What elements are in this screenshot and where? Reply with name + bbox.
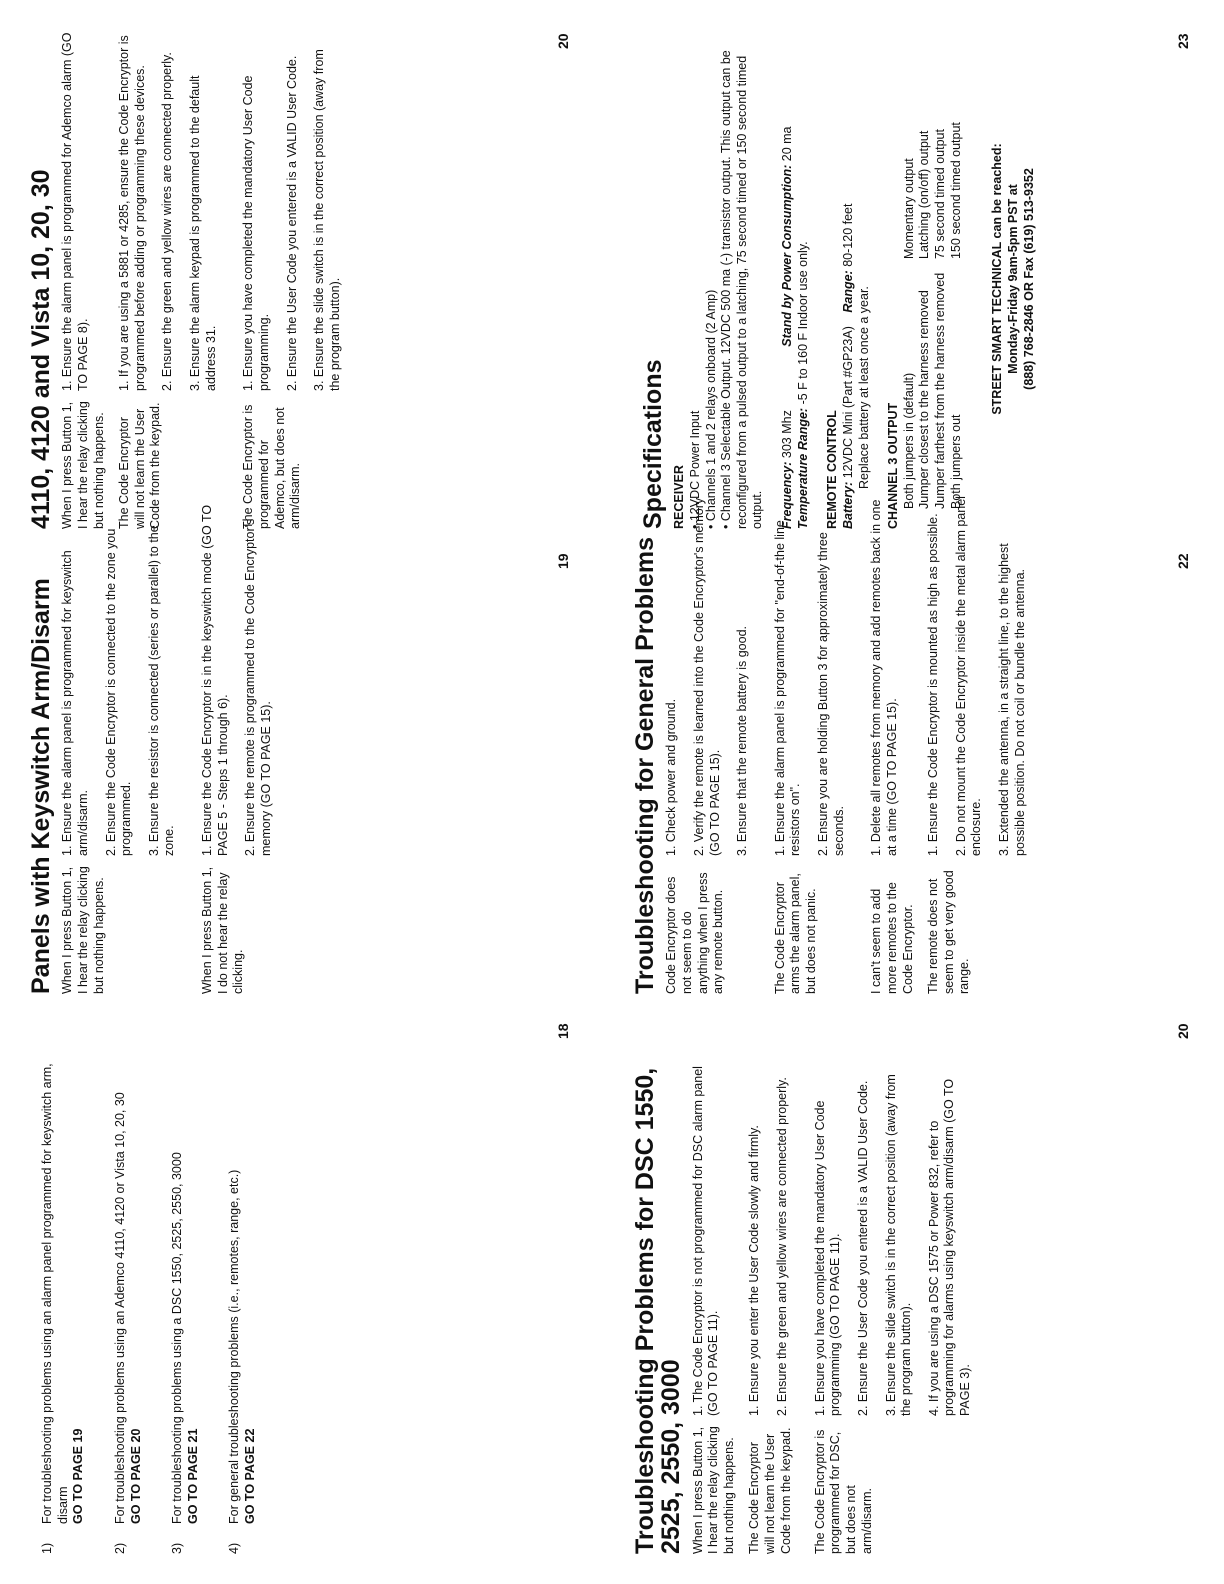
intro-item-number: 1) — [40, 1542, 54, 1554]
solution-step: 2. Ensure the Code Encryptor is connected to the zone you programmed. — [103, 528, 134, 856]
solution-step: 1. Ensure the alarm panel is programmed for Ademco alarm (GO TO PAGE 8). — [60, 32, 90, 391]
temperature-line — [796, 29, 812, 529]
standby-value: 20 ma — [780, 126, 794, 162]
channel-3-table — [902, 29, 965, 529]
solution-steps — [117, 29, 231, 391]
solution-steps — [773, 494, 860, 856]
solution-step: 3. Ensure the slide switch is in the correct position (away from the program button). — [312, 49, 342, 391]
range-label: Range: — [840, 270, 855, 313]
technical-contact-line: STREET SMART TECHNICAL can be reached: — [990, 143, 1005, 415]
intro-item-goto: GO TO PAGE 20 — [128, 1428, 143, 1524]
solution-step: 1. Ensure the alarm panel is programmed for "end-of-the line resistors on". — [772, 520, 803, 856]
solution-steps — [241, 29, 355, 391]
intro-item-body — [170, 1152, 201, 1524]
receiver-heading: RECEIVER — [672, 465, 687, 529]
intro-list-item — [113, 1054, 144, 1554]
intro-list-item — [227, 1054, 258, 1554]
intro-item-number: 3) — [170, 1542, 185, 1554]
intro-item-number: 4) — [227, 1542, 242, 1554]
page-23-panel — [640, 29, 1037, 529]
troubleshooting-row — [60, 29, 107, 529]
solution-step: 3. Extended the antenna, in a straight line, to the highest possible position. Do not coil or bundle the antenna. — [997, 543, 1027, 856]
page-18-list — [40, 1054, 259, 1554]
troubleshooting-row — [60, 494, 190, 994]
intro-list-item — [40, 1054, 87, 1554]
troubleshooting-row — [664, 494, 763, 994]
page-number-19: 19 — [555, 553, 571, 569]
solution-step: 3. Ensure the alarm keypad is programmed to the default address 31. — [188, 75, 218, 391]
problem-text: The Code Encryptor arms the alarm panel, but does not panic. — [772, 873, 818, 994]
intro-item-text: For troubleshooting problems using a DSC 1550, 2525, 2550, 3000 — [170, 1152, 185, 1524]
problem-text: I can't seem to add more remotes to the Code Encryptor. — [869, 882, 915, 994]
solution-step: 2. Verify the remote is learned into the Code Encryptor's memory (GO TO PAGE 15). — [691, 497, 722, 856]
remote-control-heading: REMOTE CONTROL — [825, 410, 840, 529]
troubleshooting-row — [691, 1054, 738, 1554]
solution-step: 2. Do not mount the Code Encryptor inside the metal alarm panel enclosure. — [953, 496, 984, 856]
solution-step: 2. Ensure you are holding Button 3 for approximately three seconds. — [816, 532, 846, 856]
solution-step: 2. Ensure the remote is programmed to the Code Encryptor's memory (GO TO PAGE 15). — [243, 518, 273, 856]
intro-item-text: For general troubleshooting problems (i.e., remotes, range, etc.) — [227, 1169, 242, 1524]
solution-step: 1. Ensure you have completed the mandatory User Code programming (GO TO PAGE 11). — [812, 1100, 843, 1416]
solution-step: 1. Check power and ground. — [664, 698, 679, 856]
page-21-title: Troubleshooting Problems for DSC 1550, 2525, 2550, 3000 — [631, 1067, 686, 1554]
frequency-value: 303 Mhz — [780, 410, 794, 459]
troubleshooting-row — [117, 29, 231, 529]
technical-contact-line: Monday-Friday 9am-5pm PST at — [1005, 184, 1020, 374]
frequency-label: Frequency: — [780, 461, 794, 529]
receiver-spec-line: • Channels 1 and 2 relays onboard (2 Amp) — [703, 289, 718, 529]
solution-step: 2. Ensure the User Code you entered is a VALID User Code. — [855, 1080, 870, 1416]
solution-steps — [60, 29, 107, 391]
solution-step: 4. If you are using a DSC 1575 or Power 832, refer to programming for alarms using keyswitch arm/disarm (GO TO PAGE 3). — [926, 1078, 972, 1416]
intro-list-item — [170, 1054, 201, 1554]
intro-item-body — [227, 1170, 258, 1524]
temperature-label: Temperature Range: — [795, 407, 810, 529]
page-19-table — [60, 494, 286, 994]
battery-note: Replace battery at least once a year. — [856, 286, 871, 489]
solution-step: 1. Ensure you have completed the mandatory User Code programming. — [241, 75, 271, 391]
intro-item-body — [113, 1092, 144, 1524]
solution-step: 1. The Code Encryptor is not programmed for DSC alarm panel (GO TO PAGE 11). — [690, 1066, 721, 1416]
troubleshooting-row — [241, 29, 355, 529]
channel-3-output: Latching (on/off) output — [917, 130, 932, 259]
problem-text: The Code Encryptor is programmed for DSC, but does not arm/disarm. — [812, 1429, 874, 1554]
receiver-list — [688, 29, 766, 529]
technical-contact-line: (888) 768-2846 OR Fax (619) 513-9352 — [1021, 168, 1036, 390]
solution-step: 1. Ensure the Code Encryptor is mounted as high as possible. — [926, 513, 941, 856]
solution-step: 1. Delete all remotes from memory and add remotes back in one at a time (GO TO PAGE 15). — [869, 499, 899, 856]
troubleshooting-row — [926, 494, 1040, 994]
intro-item-number: 2) — [112, 1542, 127, 1554]
solution-step: 1. Ensure the alarm panel is programmed for keyswitch arm/disarm. — [60, 550, 90, 856]
page-number-18: 18 — [555, 1023, 571, 1039]
intro-item-body — [40, 1054, 87, 1524]
channel-3-config: Both jumpers in (default) — [901, 372, 916, 509]
page-20-title: 4110, 4120 and Vista 10, 20, 30 — [27, 169, 55, 529]
battery-line — [841, 29, 857, 529]
page-22-title: Troubleshooting for General Problems — [631, 536, 659, 994]
page-21-table — [691, 1054, 986, 1554]
solution-steps — [813, 1054, 986, 1416]
solution-steps — [60, 494, 190, 856]
solution-steps — [664, 494, 763, 856]
solution-steps — [691, 1054, 738, 1416]
intro-item-goto: GO TO PAGE 22 — [243, 1428, 257, 1524]
channel-3-heading: CHANNEL 3 OUTPUT — [886, 402, 901, 529]
troubleshooting-row — [869, 494, 916, 994]
solution-step: 3. Ensure that the remote battery is good. — [735, 626, 750, 856]
solution-step: 3. Ensure the resistor is connected (series or parallel) to the zone. — [146, 525, 177, 856]
problem-text: The remote does not seem to get very good range. — [926, 870, 972, 994]
specifications-title: Specifications — [639, 359, 667, 529]
page-20-table — [60, 29, 355, 529]
solution-step: 1. If you are using a 5881 or 4285, ensure the Code Encryptor is programmed before adding or programming these devices. — [117, 35, 147, 391]
solution-step: 1. Ensure you enter the User Code slowly and firmly. — [747, 1125, 762, 1416]
problem-text: When I press Button 1, I hear the relay clicking but nothing happens. — [60, 866, 106, 994]
page-18-panel — [40, 1054, 285, 1554]
page-22-table — [664, 494, 1040, 994]
page-number-20-bottom: 20 — [1175, 1023, 1191, 1039]
troubleshooting-row — [200, 494, 287, 994]
page-19-title: Panels with Keyswitch Arm/Disarm — [27, 578, 55, 994]
problem-text: The Code Encryptor is programmed for Ademco, but does not arm/disarm. — [241, 404, 303, 529]
solution-steps — [869, 494, 916, 856]
page-20-panel — [28, 29, 365, 529]
battery-label: Battery: — [840, 481, 855, 529]
page-number-22: 22 — [1175, 553, 1191, 569]
problem-text: When I press Button 1, I do not hear the relay clicking. — [200, 866, 246, 994]
frequency-line — [780, 29, 796, 529]
page-21-panel — [632, 1054, 996, 1554]
page-number-20-top: 20 — [555, 33, 571, 49]
receiver-spec-line: • 12VDC Power Input — [687, 410, 702, 529]
standby-label: Stand by Power Consumption: — [780, 164, 794, 347]
temperature-value: -5 F to 160 F Indoor use only. — [795, 241, 810, 405]
channel-3-config: Both jumpers out — [948, 414, 963, 509]
troubleshooting-row — [813, 1054, 986, 1554]
solution-step: 1. Ensure the Code Encryptor is in the keyswitch mode (GO TO PAGE 5 - Steps 1 through 6). — [200, 504, 230, 856]
problem-text: Code Encryptor does not seem to do anything when I press any remote button. — [664, 872, 726, 994]
problem-text: When I press Button 1, I hear the relay clicking but nothing happens. — [60, 401, 106, 529]
intro-item-goto: GO TO PAGE 19 — [71, 1428, 86, 1524]
intro-item-text: For troubleshooting problems using an Ademco 4110, 4120 or Vista 10, 20, 30 — [112, 1092, 127, 1524]
problem-text: The Code Encryptor will not learn the User Code from the keypad. — [747, 1427, 793, 1554]
channel-3-config: Jumper closest to the harness removed — [917, 290, 932, 509]
page-19-panel — [28, 494, 297, 994]
page-22-panel — [632, 494, 1050, 994]
troubleshooting-row — [747, 1054, 802, 1554]
range-value: 80-120 feet — [840, 203, 855, 267]
channel-3-config: Jumper farthest from the harness removed — [933, 272, 947, 509]
channel-3-output: 150 second timed output — [948, 122, 963, 259]
battery-value: 12VDC Mini (Part #GP23A) — [840, 326, 855, 479]
channel-3-output: Momentary output — [901, 158, 916, 259]
troubleshooting-row — [773, 494, 860, 994]
page-number-23: 23 — [1175, 33, 1191, 49]
technical-contact — [990, 29, 1037, 529]
channel-3-output: 75 second timed output — [933, 129, 947, 259]
solution-step: 3. Ensure the slide switch is in the correct position (away from the program button). — [883, 1074, 914, 1416]
solution-step: 2. Ensure the green and yellow wires are connected properly. — [775, 1077, 789, 1416]
intro-item-text: For troubleshooting problems using an alarm panel programmed for keyswitch arm, disarm — [40, 1063, 70, 1524]
receiver-spec-line: • Channel 3 Selectable Output. 12VDC 500 ma (-) transistor output. This output can be reconfigured from a pulsed output to a latching, 75 second timed or 150 second timed output. — [719, 50, 765, 529]
solution-steps — [200, 494, 287, 856]
solution-step: 2. Ensure the User Code you entered is a VALID User Code. — [284, 55, 299, 391]
solution-step: 2. Ensure the green and yellow wires are connected properly. — [160, 52, 175, 391]
solution-steps — [926, 494, 1040, 856]
intro-item-goto: GO TO PAGE 21 — [185, 1428, 200, 1524]
problem-text: When I press Button 1, I hear the relay clicking but nothing happens. — [690, 1426, 736, 1554]
solution-steps — [747, 1054, 802, 1416]
problem-text: The Code Encryptor will not learn the User Code from the keypad. — [117, 402, 163, 529]
